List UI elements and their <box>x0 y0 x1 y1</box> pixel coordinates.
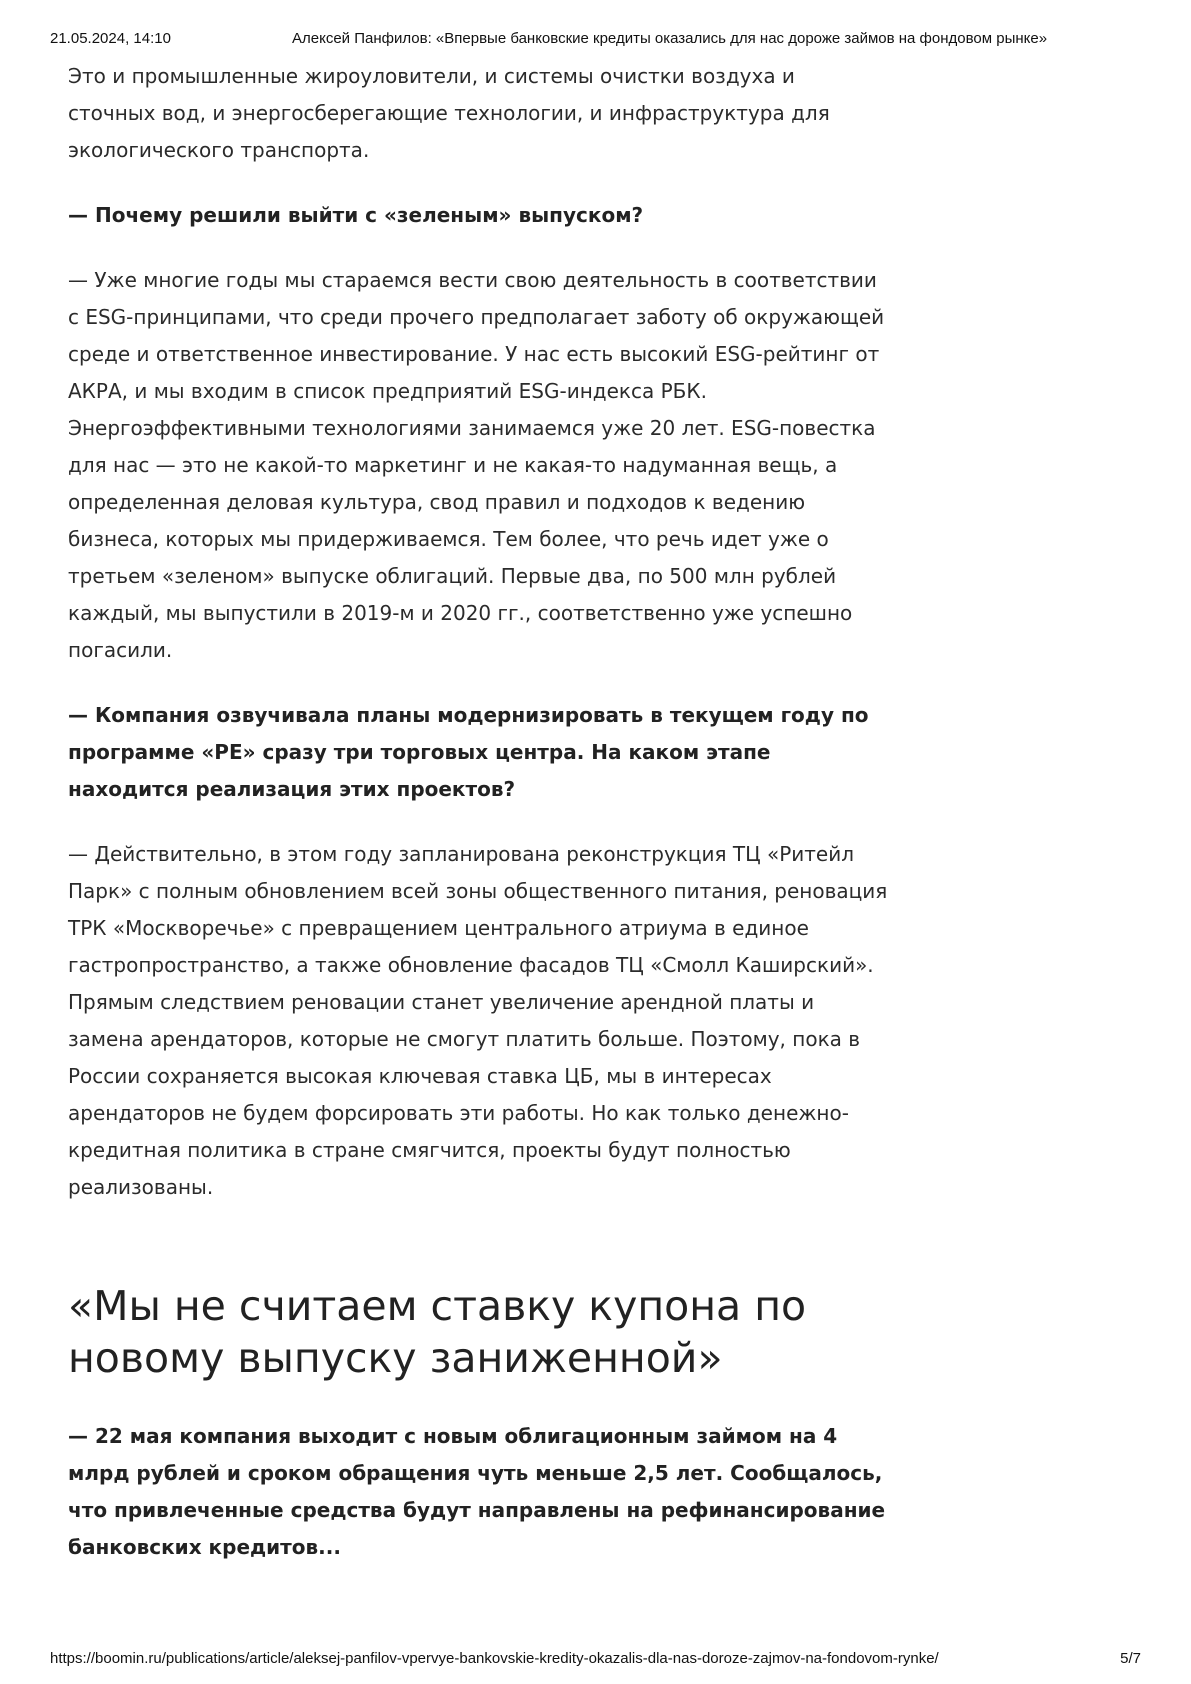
section-heading: «Мы не считаем ставку купона по новому выпуску заниженной» <box>68 1282 807 1382</box>
print-page-title: Алексей Панфилов: «Впервые банковские кредиты оказались для нас дороже займов на фондовом рынке» <box>292 30 1048 47</box>
interview-answer: — Уже многие годы мы стараемся вести свою деятельность в соответствии с ESG-принципами, что среди прочего предполагает заботу об окружающей среде и ответственное инвестирование. У нас есть высокий ESG-рейтинг от АКРА, и мы входим в список предприятий ESG-индекса РБК. Энергоэффективными технологиями занимаемся уже 20 лет. ESG-повестка для нас — это не какой-то маркетинг и не какая-то надуманная вещь, а определенная деловая культура, свод правил и подходов к ведению бизнеса, которых мы придерживаемся. Тем более, что речь идет уже о третьем «зеленом» выпуске облигаций. Первые два, по 500 млн рублей каждый, мы выпустили в 2019-м и 2020 гг., соответственно уже успешно погасили. <box>68 268 885 662</box>
article-body <box>68 58 888 1594</box>
print-url: https://boomin.ru/publications/article/aleksej-panfilov-vpervye-bankovskie-kredity-okazalis-dla-nas-doroze-zajmov-na-fondovom-rynke/ <box>50 1650 939 1667</box>
interview-question: — Компания озвучивала планы модернизировать в текущем году по программе «РЕ» сразу три торговых центра. На каком этапе находится реализация этих проектов? <box>68 703 869 801</box>
print-datetime: 21.05.2024, 14:10 <box>50 30 171 47</box>
page-number: 5/7 <box>1120 1650 1141 1667</box>
print-header <box>50 30 1141 50</box>
print-footer <box>50 1650 1141 1670</box>
interview-question: — Почему решили выйти с «зеленым» выпуском? <box>68 203 644 227</box>
interview-question: — 22 мая компания выходит с новым облигационным займом на 4 млрд рублей и сроком обращения чуть меньше 2,5 лет. Сообщалось, что привлеченные средства будут направлены на рефинансирование банковских кредитов... <box>68 1424 886 1559</box>
interview-answer: — Действительно, в этом году запланирована реконструкция ТЦ «Ритейл Парк» с полным обновлением всей зоны общественного питания, реновация ТРК «Москворечье» с превращением центрального атриума в единое гастропространство, а также обновление фасадов ТЦ «Смолл Каширский». Прямым следствием реновации станет увеличение арендной платы и замена арендаторов, которые не смогут платить больше. Поэтому, пока в России сохраняется высокая ключевая ставка ЦБ, мы в интересах арендаторов не будем форсировать эти работы. Но как только денежно-кредитная политика в стране смягчится, проекты будут полностью реализованы. <box>68 842 888 1199</box>
article-paragraph: Это и промышленные жироуловители, и системы очистки воздуха и сточных вод, и энергосберегающие технологии, и инфраструктура для экологического транспорта. <box>68 64 830 162</box>
